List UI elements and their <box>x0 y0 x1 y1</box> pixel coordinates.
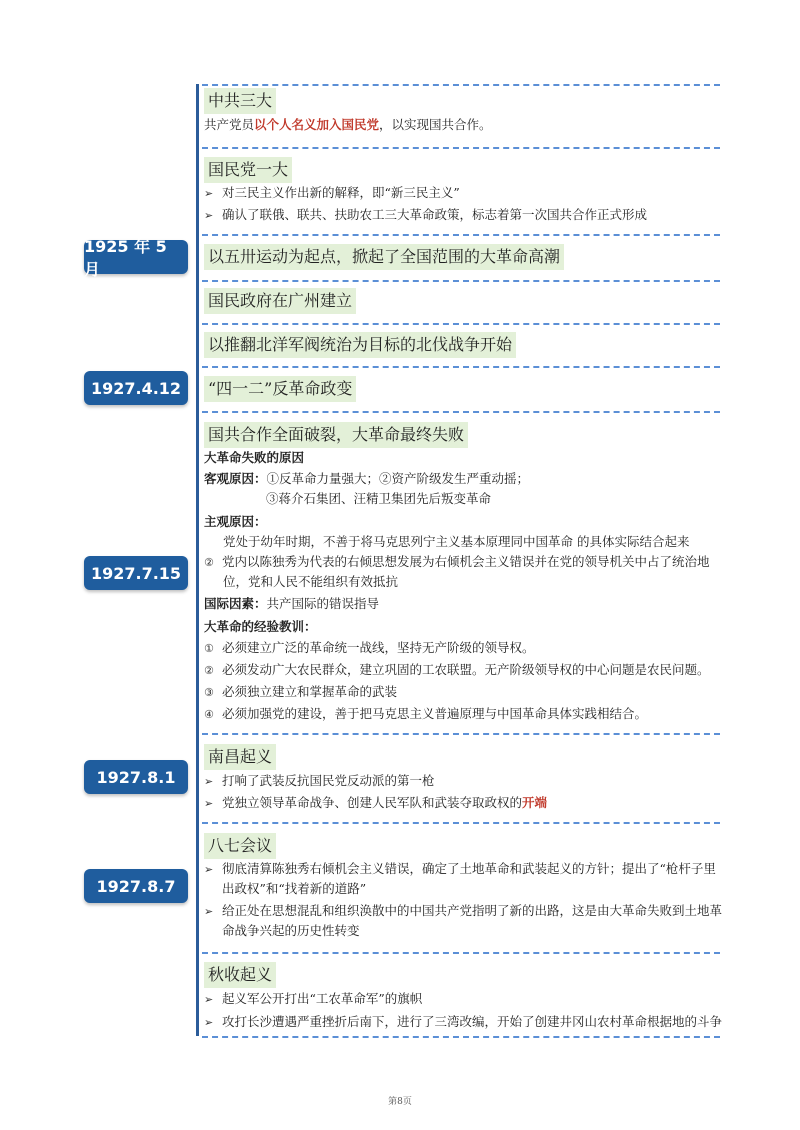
list-text: 党内以陈独秀为代表的右倾思想发展为右倾机会主义错误并在党的领导机关中占了统治地 <box>222 554 710 569</box>
bullet-text: 党独立领导革命战争、创建人民军队和武装夺取政权的 <box>222 795 523 810</box>
timeline-line <box>196 84 199 1036</box>
date-badge-1927-7-15: 1927.7.15 <box>84 556 188 590</box>
section-heading-beifa: 以推翻北洋军阀统治为目标的北伐战争开始 <box>204 332 516 358</box>
divider <box>202 822 720 824</box>
list-marker: ④ <box>204 708 214 721</box>
divider <box>202 366 720 368</box>
list-marker: ③ <box>204 686 214 699</box>
list-text: 必须独立建立和掌握革命的武装 <box>222 684 398 699</box>
bullet-arrow-icon: ➢ <box>204 775 214 788</box>
bullet-item <box>204 794 547 813</box>
date-badge-1927-4-12: 1927.4.12 <box>84 371 188 405</box>
bullet-arrow-icon: ➢ <box>204 1016 214 1029</box>
section-heading-qiushou-qiyi: 秋收起义 <box>204 962 276 988</box>
bullet-arrow-icon: ➢ <box>204 797 214 810</box>
text-part: ，以实现国共合作。 <box>379 117 492 132</box>
list-text: 必须发动广大农民群众，建立巩固的工农联盟。无产阶级领导权的中心问题是农民问题。 <box>222 662 710 677</box>
reasons-title: 大革命失败的原因 <box>204 450 305 465</box>
section-heading-nanchang-qiyi: 南昌起义 <box>204 744 276 770</box>
date-badge-1927-8-1: 1927.8.1 <box>84 760 188 794</box>
section-heading-baqi-huiyi: 八七会议 <box>204 833 276 859</box>
text-part: 共产党员 <box>204 117 255 132</box>
divider <box>202 411 720 413</box>
list-marker: ② <box>204 556 214 569</box>
bullet-text: 对三民主义作出新的解释，即“新三民主义” <box>222 185 460 200</box>
bullet-text-cont: 出政权”和“找着新的道路” <box>222 881 367 896</box>
bullet-text: 给正处在思想混乱和组织涣散中的中国共产党指明了新的出路，这是由大革命失败到土地革 <box>222 903 723 918</box>
divider <box>202 952 720 954</box>
divider <box>202 234 720 236</box>
divider <box>202 84 720 86</box>
intl-text: 共产国际的错误指导 <box>266 596 380 611</box>
subjective-reason-1: 党处于幼年时期，不善于将马克思列宁主义基本原理同中国革命 的具体实际结合起来 <box>223 534 690 549</box>
intl-label: 国际因素： <box>204 596 267 611</box>
section-heading-siyier: “四一二”反革命政变 <box>204 376 356 402</box>
divider <box>202 733 720 735</box>
bullet-item <box>204 772 435 791</box>
subjective-label: 主观原因： <box>204 514 267 529</box>
bullet-arrow-icon: ➢ <box>204 187 214 200</box>
section-heading-guomindang-yida: 国民党一大 <box>204 157 292 183</box>
bullet-arrow-icon: ➢ <box>204 863 214 876</box>
lesson-item <box>204 705 647 724</box>
international-factor <box>204 595 379 613</box>
emphasis-text: 以个人名义加入国民党 <box>254 117 380 132</box>
bullet-text: 起义军公开打出“工农革命军”的旗帜 <box>222 991 423 1006</box>
bullet-item <box>204 902 722 921</box>
bullet-item <box>204 184 460 203</box>
objective-reasons-cont: ③蒋介石集团、汪精卫集团先后叛变革命 <box>266 491 492 506</box>
bullet-item <box>204 860 716 879</box>
bullet-item <box>204 990 422 1009</box>
divider <box>202 1036 720 1038</box>
divider <box>202 280 720 282</box>
section-text <box>204 116 492 134</box>
list-text: 必须加强党的建设，善于把马克思主义普遍原理与中国革命具体实践相结合。 <box>222 706 648 721</box>
lesson-item <box>204 661 710 680</box>
bullet-text-cont: 命战争兴起的历史性转变 <box>222 923 360 938</box>
divider <box>202 147 720 149</box>
lesson-item <box>204 683 397 702</box>
section-heading-da-geming-shibai: 国共合作全面破裂，大革命最终失败 <box>204 422 468 448</box>
date-badge-1925-5: 1925 年 5 月 <box>84 240 188 274</box>
list-marker: ① <box>204 642 214 655</box>
objective-reasons <box>204 470 529 488</box>
bullet-item <box>204 206 647 225</box>
emphasis-text: 开端 <box>522 795 548 810</box>
section-heading-guomin-zhengfu: 国民政府在广州建立 <box>204 288 356 314</box>
bullet-item <box>204 1013 722 1032</box>
bullet-text: 彻底清算陈独秀右倾机会主义错误，确定了土地革命和武装起义的方针；提出了“枪杆子里 <box>222 861 716 876</box>
list-text: 必须建立广泛的革命统一战线，坚持无产阶级的领导权。 <box>222 640 535 655</box>
objective-text: ①反革命力量强大；②资产阶级发生严重动摇； <box>266 471 530 486</box>
page-number: 第8页 <box>388 1097 412 1107</box>
lessons-title: 大革命的经验教训： <box>204 619 317 634</box>
bullet-arrow-icon: ➢ <box>204 905 214 918</box>
list-marker: ② <box>204 664 214 677</box>
bullet-arrow-icon: ➢ <box>204 209 214 222</box>
objective-label: 客观原因： <box>204 471 267 486</box>
bullet-arrow-icon: ➢ <box>204 993 214 1006</box>
bullet-text: 攻打长沙遭遇严重挫折后南下，进行了三湾改编，开始了创建井冈山农村革命根据地的斗争 <box>222 1014 723 1029</box>
lesson-item <box>204 639 535 658</box>
bullet-text: 确认了联俄、联共、扶助农工三大革命政策，标志着第一次国共合作正式形成 <box>222 207 648 222</box>
subjective-reason-2 <box>204 553 710 572</box>
divider <box>202 323 720 325</box>
section-heading-zhonggong-sanda: 中共三大 <box>204 88 276 114</box>
bullet-text: 打响了武装反抗国民党反动派的第一枪 <box>222 773 435 788</box>
date-badge-1927-8-7: 1927.8.7 <box>84 869 188 903</box>
section-heading-wusa: 以五卅运动为起点，掀起了全国范围的大革命高潮 <box>204 244 564 270</box>
subjective-reason-2-cont: 位，党和人民不能组织有效抵抗 <box>223 574 399 589</box>
